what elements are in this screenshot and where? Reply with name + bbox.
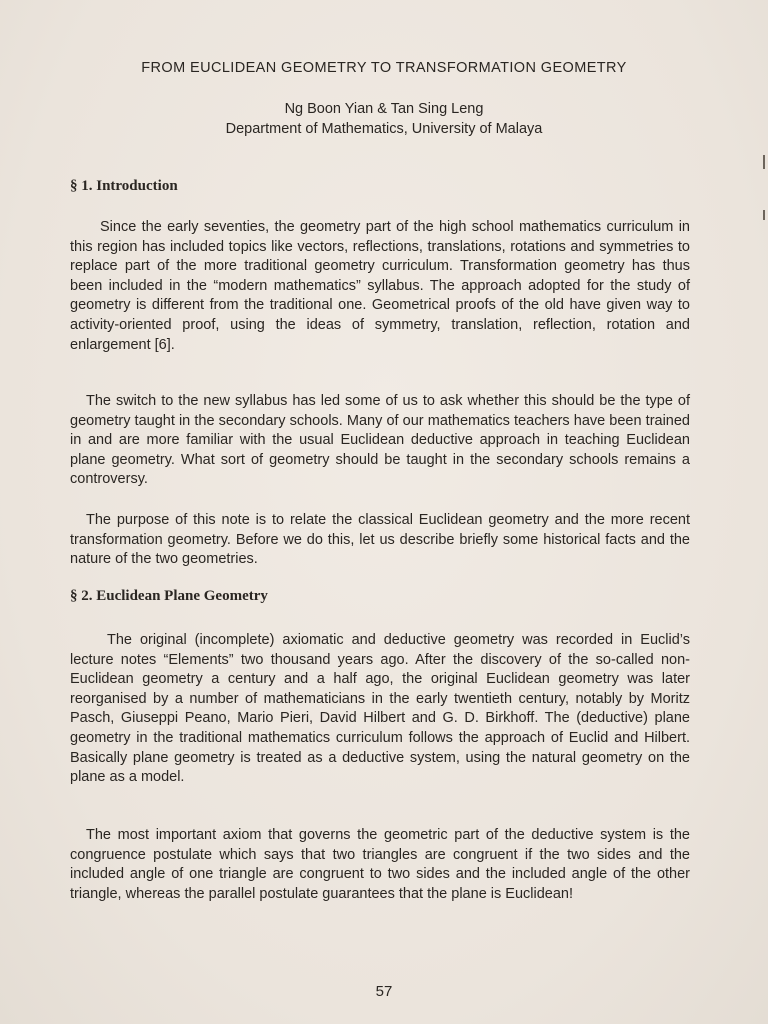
page-number: 57 <box>375 983 393 1000</box>
author-names: Ng Boon Yian & Tan Sing Leng <box>284 101 484 117</box>
paragraph-euclid-1: The original (incomplete) axiomatic and deductive geometry was recorded in Euclid’s lecture notes “Elements” two thousand years ago. After the discovery of the so-called non-Euclidean geometry a century and a half ago, the original Euclidean geometry was later reorganised by a number of mathematicians in the early twentieth century, notably by Moritz Pasch, Giuseppi Peano, Mario Pieri, David Hilbert and G. D. Birkhoff. The (deductive) plane geometry in the traditional mathematics curriculum follows the approach of Euclid and Hilbert. Basically plane geometry is treated as a deductive system, using the natural geometry on the plane as a model. <box>70 632 690 786</box>
edge-mark <box>763 210 765 220</box>
paragraph-intro-1: Since the early seventies, the geometry part of the high school mathematics curriculum in this region has included topics like vectors, reflections, translations, rotations and symmetries to replace part of the more traditional geometry curriculum. Transformation geometry has thus been included in the “modern mathematics” syllabus. The approach adopted for the study of geometry is different from the traditional one. Geometrical proofs of the old have given way to activity-oriented proof, using the ideas of symmetry, translation, reflection, rotation and enlargement [6]. <box>70 219 690 353</box>
paragraph-euclid-2: The most important axiom that governs the geometric part of the deductive system is the congruence postulate which says that two triangles are congruent if the two sides and the included angle of one triangle are congruent to two sides and the included angle of the other triangle, whereas the parallel postulate guarantees that the plane is Euclidean! <box>70 827 690 902</box>
author-affiliation: Department of Mathematics, University of Malaya <box>225 121 543 137</box>
section-heading-introduction: § 1. Introduction <box>70 178 178 194</box>
paragraph-intro-2: The switch to the new syllabus has led some of us to ask whether this should be the type of geometry taught in the secondary schools. Many of our mathematics teachers have been trained in and are more familiar with the usual Euclidean deductive approach in teaching Euclidean plane geometry. What sort of geometry should be taught in the secondary schools remains a controversy. <box>70 393 690 488</box>
paragraph-intro-3: The purpose of this note is to relate the classical Euclidean geometry and the more recent transformation geometry. Before we do this, let us describe briefly some historical facts and the nature of the two geometries. <box>70 512 690 568</box>
edge-mark <box>763 155 765 169</box>
paper-title: FROM EUCLIDEAN GEOMETRY TO TRANSFORMATION GEOMETRY <box>141 60 627 76</box>
section-heading-euclidean: § 2. Euclidean Plane Geometry <box>70 588 268 604</box>
